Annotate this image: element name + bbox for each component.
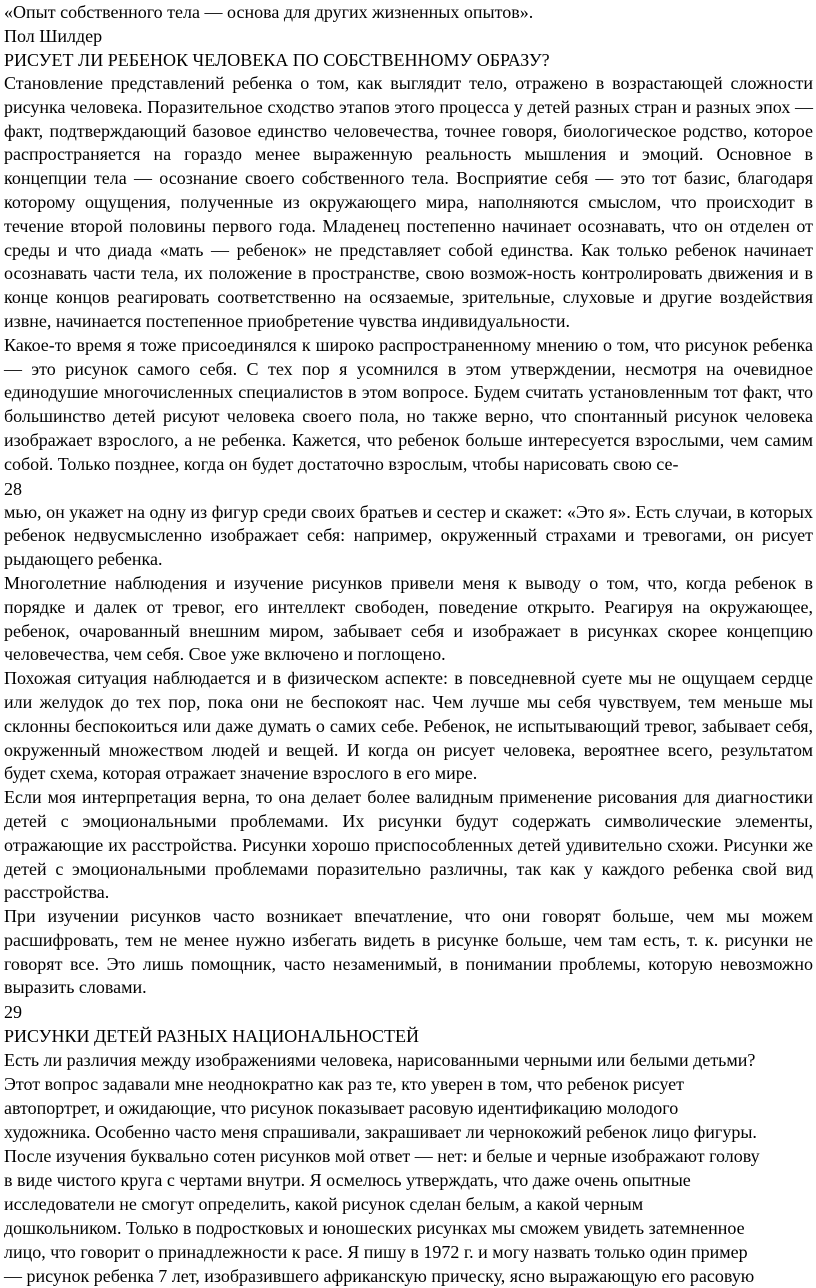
section-heading: РИСУНКИ ДЕТЕЙ РАЗНЫХ НАЦИОНАЛЬНОСТЕЙ (4, 1026, 420, 1047)
text-line: автопортрет, и ожидающие, что рисунок показывает расовую идентификацию молодого (4, 1098, 679, 1119)
epigraph-author: Пол Шилдер (4, 26, 103, 46)
text-line: После изучения буквально сотен рисунков мой ответ — нет: и белые и черные изображают голову (4, 1146, 760, 1167)
text-line: в виде чистого круга с чертами внутри. Я осмелюсь утверждать, что даже очень опытные (4, 1170, 691, 1191)
text-line: художника. Особенно часто меня спрашивали, закрашивает ли чернокожий ребенок лицо фигуры. (4, 1122, 757, 1143)
page-number: 29 (4, 1002, 22, 1023)
paragraph: Похожая ситуация наблюдается и в физическом аспекте: в повседневной суете мы не ощущаем сердце или желудок до тех пор, пока они не беспокоят нас. Чем лучше мы себя чувствуем, тем меньше мы склонны беспокоиться или даже думать о самих себе. Ребенок, не испытывающий тревог, забывает себя, окруженный множеством людей и вещей. И когда он рисует человека, вероятнее всего, результатом будет схема, которая отражает значение взрослого в его мире. (4, 668, 813, 784)
paragraph: Если моя интерпретация верна, то она делает более валидным применение рисования для диагностики детей с эмоциональными проблемами. Их рисунки будут содержать символические элементы, отражающие их расстройства. Рисунки хорошо приспособленных детей удивительно схожи. Рисунки же детей с эмоциональными проблемами поразительно различны, так как у каждого ребенка свой вид расстройства. (4, 787, 813, 903)
text-line: — рисунок ребенка 7 лет, изобразившего африканскую прическу, ясно выражающую его расовую (4, 1266, 755, 1287)
epigraph-quote: «Опыт собственного тела — основа для других жизненных опытов». (4, 2, 534, 22)
text-line: лицо, что говорит о принадлежности к расе. Я пишу в 1972 г. и могу назвать только один пример (4, 1242, 748, 1263)
paragraph: мью, он укажет на одну из фигур среди своих братьев и сестер и скажет: «Это я». Есть случаи, в которых ребенок недвусмысленно изображает себя: например, окруженный страхами и тревогами, он рисует рыдающего ребенка. (4, 501, 813, 570)
text-line: дошкольником. Только в подростковых и юношеских рисунках мы сможем увидеть затемненное (4, 1218, 745, 1239)
paragraph: Становление представлений ребенка о том, как выглядит тело, отражено в возрастающей сложности рисунка человека. Поразительное сходство этапов этого процесса у детей разных стран и разных эпох — факт, подтверждающий базовое единство человечества, точнее говоря, биологическое родство, которое распространяется на гораздо менее выраженную реальность мышления и эмоций. Основное в концепции тела — осознание своего собственного тела. Восприятие себя — это тот базис, благодаря которому ощущения, полученные из окружающего мира, наполняются смыслом, что происходит в течение второй половины первого года. Младенец постепенно начинает осознавать, что он отделен от среды и что диада «мать — ребенок» не представляет собой единства. Как только ребенок начинает осознавать части тела, их положение в пространстве, свою возмож-ность контролировать движения и в конце концов реагировать соответственно на осязаемые, зрительные, слуховые и другие воздействия извне, начинается постепенное приобретение чувства индивидуальности. (4, 73, 813, 331)
text-line: исследователи не смогут определить, какой рисунок сделан белым, а какой черным (4, 1194, 644, 1215)
page-number: 28 (4, 478, 22, 499)
text-line: Этот вопрос задавали мне неоднократно как раз те, кто уверен в том, что ребенок рисует (4, 1074, 684, 1095)
paragraph: Какое-то время я тоже присоединялся к широко распространенному мнению о том, что рисунок ребенка — это рисунок самого себя. С тех пор я усомнился в этом утверждении, несмотря на очевидное единодушие многочисленных специалистов в этом вопросе. Будем считать установленным тот факт, что большинство детей рисуют человека своего пола, но также верно, что спонтанный рисунок человека изображает взрослого, а не ребенка. Кажется, что ребенок больше интересуется взрослыми, чем самим собой. Только позднее, когда он будет достаточно взрослым, чтобы нарисовать свою се- (4, 334, 813, 474)
paragraph: При изучении рисунков часто возникает впечатление, что они говорят больше, чем мы можем расшифровать, тем не менее нужно избегать видеть в рисунке больше, чем там есть, т. к. рисунки не говорят все. Это лишь помощник, часто незаменимый, в понимании проблемы, которую невозможно выразить словами. (4, 906, 813, 998)
text-line: Есть ли различия между изображениями человека, нарисованными черными или белыми детьми? (4, 1050, 756, 1071)
section-heading: РИСУЕТ ЛИ РЕБЕНОК ЧЕЛОВЕКА ПО СОБСТВЕННОМУ ОБРАЗУ? (4, 50, 550, 70)
paragraph: Многолетние наблюдения и изучение рисунков привели меня к выводу о том, что, когда ребенок в порядке и далек от тревог, его интеллект свободен, поведение открыто. Реагируя на окружающее, ребенок, очарованный внешним миром, забывает себя и изображает в рисунках скорее концепцию человечества, чем себя. Свое уже включено и поглощено. (4, 572, 813, 665)
